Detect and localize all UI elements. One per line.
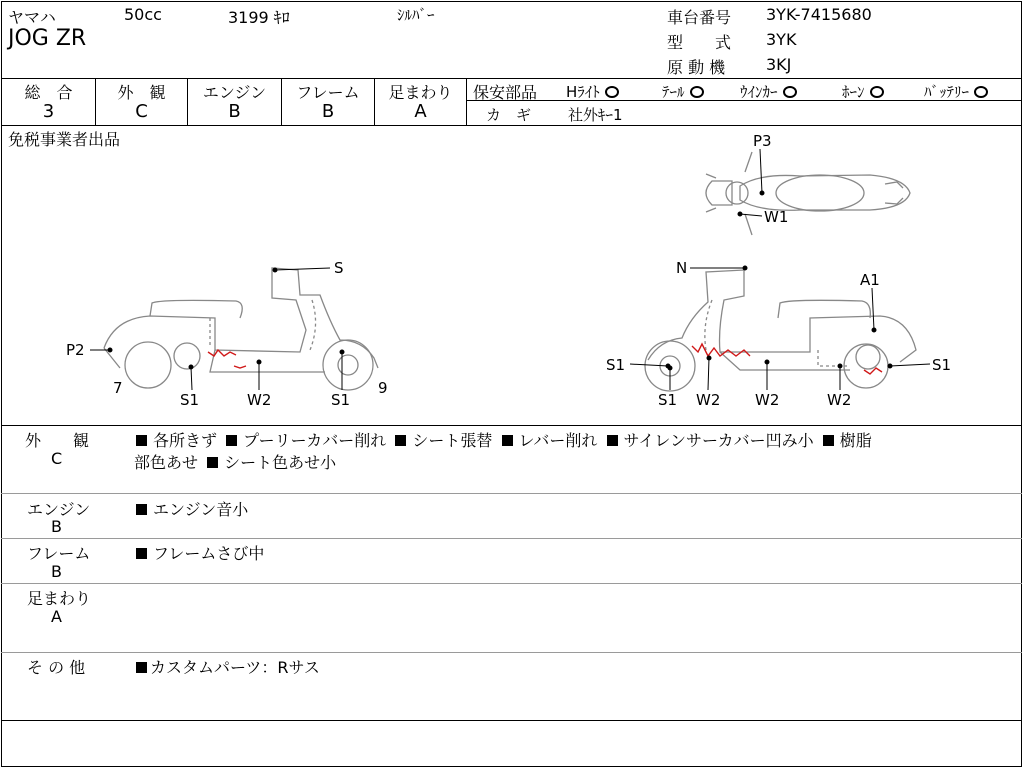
displacement: 50cc bbox=[124, 5, 162, 24]
grade-table-top bbox=[1, 78, 1022, 79]
label-s: S bbox=[334, 259, 344, 277]
remarks-frame-grade: B bbox=[51, 562, 62, 581]
headlight-check bbox=[566, 81, 619, 102]
ok-circle-icon bbox=[605, 86, 619, 98]
remarks-top bbox=[1, 425, 1022, 426]
remarks-engine-label: エンジン bbox=[27, 500, 91, 519]
label-s1: S1 bbox=[658, 391, 678, 409]
frame-no-label: 車台番号 bbox=[667, 8, 732, 27]
model-name: JOG ZR bbox=[8, 26, 87, 51]
bullet-icon bbox=[395, 435, 406, 446]
battery-check bbox=[924, 81, 988, 102]
suspension-grade: A bbox=[414, 101, 427, 122]
label-p2: P2 bbox=[66, 341, 85, 359]
remarks-frame-label: フレーム bbox=[27, 544, 91, 563]
headlight-label: Hﾗｲﾄ bbox=[566, 83, 600, 101]
remarks-exterior-grade: C bbox=[51, 449, 63, 468]
engine-value: 3KJ bbox=[766, 55, 792, 74]
remarks-exterior-label: 外 観 bbox=[25, 431, 90, 450]
engine-label: 原 動 機 bbox=[667, 58, 726, 77]
label-w2: W2 bbox=[827, 391, 852, 409]
label-7: 7 bbox=[113, 379, 123, 397]
frame-no: 3YK-7415680 bbox=[766, 5, 872, 24]
exterior-label: 外 観 bbox=[117, 83, 166, 102]
bullet-icon bbox=[502, 435, 513, 446]
maker: ヤマハ bbox=[8, 8, 56, 27]
label-n: N bbox=[676, 259, 688, 277]
tail-label: ﾃｰﾙ bbox=[662, 83, 685, 101]
label-p3: P3 bbox=[753, 132, 772, 150]
label-w2: W2 bbox=[696, 391, 721, 409]
tax-note: 免税事業者出品 bbox=[8, 130, 121, 149]
key-label: カ ギ bbox=[486, 106, 532, 124]
frame-grade-label: フレーム bbox=[296, 83, 360, 102]
label-9: 9 bbox=[378, 379, 388, 397]
safety-label: 保安部品 bbox=[473, 83, 538, 102]
horn-check bbox=[842, 81, 884, 102]
bullet-icon bbox=[136, 548, 147, 559]
horn-label: ﾎｰﾝ bbox=[842, 83, 865, 101]
label-w2: W2 bbox=[247, 391, 272, 409]
ok-circle-icon bbox=[974, 86, 988, 98]
remarks-exterior-text-line2: 部色あせ シート色あせ小 bbox=[134, 453, 337, 472]
winker-check bbox=[740, 81, 797, 102]
tail-check bbox=[662, 81, 704, 102]
ok-circle-icon bbox=[690, 86, 704, 98]
bullet-icon bbox=[136, 662, 147, 673]
remarks-other-text: カスタムパーツ：Rサス bbox=[136, 655, 320, 678]
type-value: 3YK bbox=[766, 30, 797, 49]
remarks-bottom bbox=[1, 720, 1022, 721]
damage-diagram bbox=[0, 125, 1024, 425]
bullet-icon bbox=[136, 504, 147, 515]
bullet-icon bbox=[226, 435, 237, 446]
remarks-exterior-text: 各所きず プーリーカバー削れ シート張替 レバー削れ サイレンサーカバー凹み小 樹脂 bbox=[136, 428, 872, 451]
bullet-icon bbox=[136, 435, 147, 446]
label-w2: W2 bbox=[755, 391, 780, 409]
overall-label: 総 合 bbox=[24, 83, 73, 102]
ok-circle-icon bbox=[870, 86, 884, 98]
remarks-suspension-grade: A bbox=[51, 607, 62, 626]
suspension-grade-label: 足まわり bbox=[388, 83, 453, 102]
damage-mark bbox=[692, 344, 750, 356]
bullet-icon bbox=[823, 435, 834, 446]
winker-label: ｳｲﾝｶｰ bbox=[740, 83, 778, 101]
damage-mark bbox=[234, 366, 246, 368]
color: ｼﾙﾊﾞｰ bbox=[397, 6, 435, 24]
label-s1: S1 bbox=[606, 356, 626, 374]
scooter-left-view bbox=[104, 268, 378, 390]
remarks-engine-text: エンジン音小 bbox=[136, 497, 248, 520]
mileage: 3199 ｷﾛ bbox=[228, 8, 290, 27]
engine-grade-label: エンジン bbox=[202, 83, 267, 102]
label-s1: S1 bbox=[331, 391, 351, 409]
ok-circle-icon bbox=[783, 86, 797, 98]
scooter-top-view bbox=[706, 152, 910, 235]
frame-grade: B bbox=[321, 101, 335, 122]
key-value: 社外ｷｰ1 bbox=[568, 106, 623, 124]
overall-grade: 3 bbox=[42, 101, 55, 122]
remarks-frame-text: フレームさび中 bbox=[136, 541, 264, 564]
exterior-grade: C bbox=[135, 101, 148, 122]
type-label: 型 式 bbox=[667, 33, 732, 52]
label-a1: A1 bbox=[860, 271, 880, 289]
bullet-icon bbox=[207, 457, 218, 468]
label-s1: S1 bbox=[180, 391, 200, 409]
label-w1: W1 bbox=[764, 208, 789, 226]
remarks-other-label: そ の 他 bbox=[27, 658, 86, 677]
remarks-engine-grade: B bbox=[51, 517, 62, 536]
label-s1: S1 bbox=[932, 356, 952, 374]
battery-label: ﾊﾞｯﾃﾘｰ bbox=[924, 83, 970, 101]
bullet-icon bbox=[607, 435, 618, 446]
engine-grade: B bbox=[228, 101, 241, 122]
remarks-suspension-label: 足まわり bbox=[27, 589, 92, 608]
